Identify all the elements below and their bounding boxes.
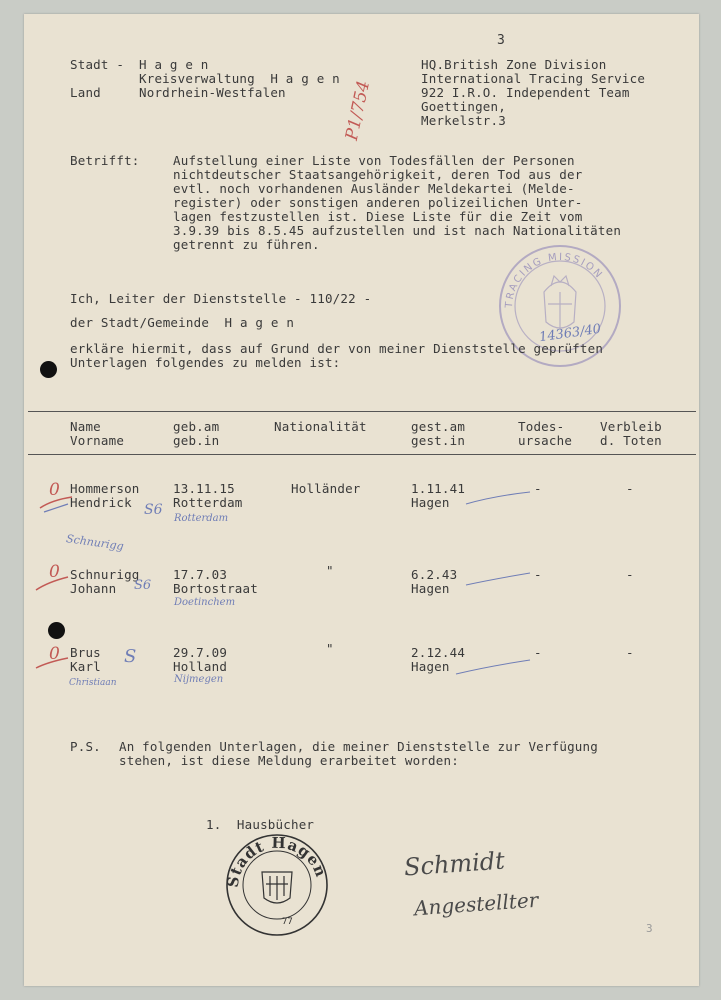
betrifft-line: 3.9.39 bis 8.5.45 aufzustellen und ist nach Nationalitäten xyxy=(173,223,622,238)
row-geb-in: Holland xyxy=(173,659,228,674)
handwritten-stroke xyxy=(464,488,534,508)
row-gest-in: Hagen xyxy=(411,659,450,674)
row-geb-in: Bortostraat xyxy=(173,581,258,596)
row-firstname: Johann xyxy=(70,581,117,596)
sender-kreis: Kreisverwaltung H a g e n xyxy=(139,71,340,86)
row-gest-in: Hagen xyxy=(411,495,450,510)
row-firstname: Karl xyxy=(70,659,101,674)
header-geb-in: geb.in xyxy=(173,433,220,448)
row-geb-am: 17.7.03 xyxy=(173,567,228,582)
signature-initials: Schmidt xyxy=(403,846,506,882)
row-geb-in: Rotterdam xyxy=(173,495,243,510)
handwritten-stroke xyxy=(454,654,534,678)
row-ursache: - xyxy=(534,481,542,496)
row-nationality: Holländer xyxy=(291,481,361,496)
svg-text:TRACING MISSION xyxy=(504,252,605,310)
handwritten-stroke xyxy=(464,569,534,589)
stadt-hagen-seal xyxy=(224,832,330,938)
header-geb-am: geb.am xyxy=(173,419,220,434)
row-surname: Brus xyxy=(70,645,101,660)
row-verbleib: - xyxy=(626,481,634,496)
row-verbleib: - xyxy=(626,645,634,660)
row-gest-am: 6.2.43 xyxy=(411,567,458,582)
sender-land-name: Nordrhein-Westfalen xyxy=(139,85,286,100)
declaration-line-3: erkläre hiermit, dass auf Grund der von meiner Dienststelle geprüften xyxy=(70,341,604,356)
punch-hole xyxy=(40,361,57,378)
ps-line-2: stehen, ist diese Meldung erarbeitet worden: xyxy=(119,753,459,768)
recipient-line-4: Goettingen, xyxy=(421,99,506,114)
sender-land-label: Land xyxy=(70,85,101,100)
row-handwritten-firstname: Christiaan xyxy=(69,678,117,688)
header-vorname: Vorname xyxy=(70,433,125,448)
header-nationalitaet: Nationalität xyxy=(274,419,367,434)
handwritten-reference: P1/754 xyxy=(342,78,375,143)
row-surname: Schnurigg xyxy=(70,567,140,582)
row-nationality: " xyxy=(326,641,334,656)
recipient-line-3: 922 I.R.O. Independent Team xyxy=(421,85,630,100)
ps-label: P.S. xyxy=(70,739,101,754)
header-gest-in: gest.in xyxy=(411,433,466,448)
betrifft-label: Betrifft: xyxy=(70,153,140,168)
stamp-text: TRACING MISSION xyxy=(503,251,605,309)
punch-hole xyxy=(48,622,65,639)
recipient-line-2: International Tracing Service xyxy=(421,71,646,86)
signature-title: Angestellter xyxy=(413,887,540,921)
page-number: 3 xyxy=(497,33,506,48)
betrifft-line: getrennt zu führen. xyxy=(173,237,320,252)
betrifft-line: register) oder sonstigen anderen polizeilichen Unter- xyxy=(173,195,583,210)
row-handwritten-name: Schnurigg xyxy=(65,532,125,553)
row-handwritten-note: S xyxy=(124,646,137,667)
betrifft-line: lagen festzustellen ist. Diese Liste für die Zeit vom xyxy=(173,209,583,224)
row-handwritten-note: S6 xyxy=(134,578,152,593)
row-handwritten-birthplace: Nijmegen xyxy=(174,674,224,685)
betrifft-line: Aufstellung einer Liste von Todesfällen der Personen xyxy=(173,153,575,168)
row-handwritten-birthplace: Doetinchem xyxy=(174,597,236,608)
table-top-rule xyxy=(28,411,696,412)
row-check-mark: 0 xyxy=(49,644,60,664)
ps-list-item: 1. Hausbücher xyxy=(206,817,315,832)
declaration-line-4: Unterlagen folgendes zu melden ist: xyxy=(70,355,341,370)
document-page xyxy=(24,14,699,986)
declaration-line-1: Ich, Leiter der Dienststelle - 110/22 - xyxy=(70,291,372,306)
row-ursache: - xyxy=(534,567,542,582)
corner-number: 3 xyxy=(646,922,653,935)
row-gest-am: 2.12.44 xyxy=(411,645,466,660)
row-nationality: " xyxy=(326,563,334,578)
recipient-line-5: Merkelstr.3 xyxy=(421,113,506,128)
row-geb-am: 29.7.09 xyxy=(173,645,228,660)
seal-number: 77 xyxy=(282,917,293,927)
betrifft-line: nichtdeutscher Staatsangehörigkeit, deren Tod aus der xyxy=(173,167,583,182)
header-name: Name xyxy=(70,419,101,434)
recipient-line-1: HQ.British Zone Division xyxy=(421,57,607,72)
row-verbleib: - xyxy=(626,567,634,582)
header-gest-am: gest.am xyxy=(411,419,466,434)
declaration-line-2: der Stadt/Gemeinde H a g e n xyxy=(70,315,295,330)
row-ursache: - xyxy=(534,645,542,660)
stamp-handwritten-number: 14363/40 xyxy=(538,321,603,346)
row-check-mark: 0 xyxy=(49,562,60,582)
row-firstname: Hendrick xyxy=(70,495,132,510)
row-handwritten-note: S6 xyxy=(144,502,163,518)
header-ursache: ursache xyxy=(518,433,573,448)
sender-stadt-label: Stadt - xyxy=(70,57,125,72)
header-todes: Todes- xyxy=(518,419,565,434)
strike-mark xyxy=(34,574,74,594)
row-surname: Hommerson xyxy=(70,481,140,496)
sender-stadt-name: H a g e n xyxy=(139,57,209,72)
strike-mark xyxy=(34,654,74,674)
seal-text: Stadt Hagen xyxy=(224,833,330,889)
row-gest-am: 1.11.41 xyxy=(411,481,466,496)
ps-line-1: An folgenden Unterlagen, die meiner Dienststelle zur Verfügung xyxy=(119,739,598,754)
header-d-toten: d. Toten xyxy=(600,433,662,448)
row-check-mark: 0 xyxy=(49,480,60,500)
row-gest-in: Hagen xyxy=(411,581,450,596)
row-handwritten-birthplace: Rotterdam xyxy=(174,513,229,524)
betrifft-line: evtl. noch vorhandenen Ausländer Meldekartei (Melde- xyxy=(173,181,575,196)
header-verbleib: Verbleib xyxy=(600,419,662,434)
row-geb-am: 13.11.15 xyxy=(173,481,235,496)
table-header-rule xyxy=(28,454,696,455)
